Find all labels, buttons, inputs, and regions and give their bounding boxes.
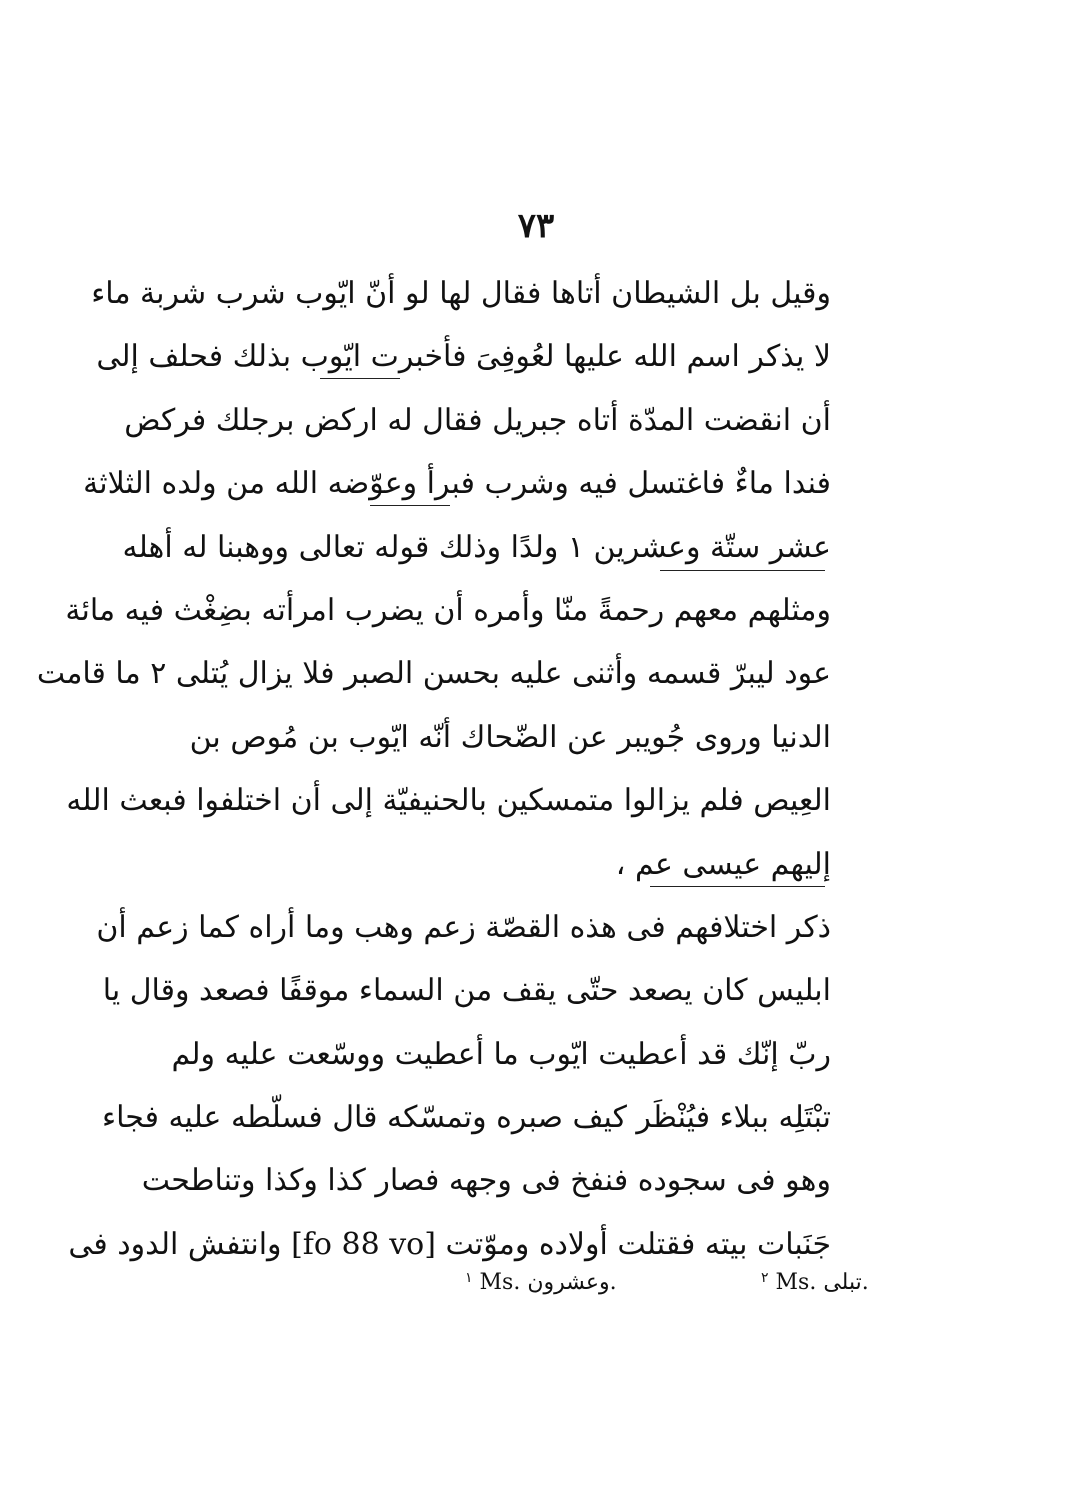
- text-line: ذكر اختلافهم فى هذه القصّة زعم وهب وما أراه كما زعم أن: [96, 909, 831, 945]
- footnote-text: Ms. تبلى.: [775, 1270, 869, 1295]
- text-line: تبْتَلِه ببلاء فيُنْظَر كيف صبره وتمسّكه قال فسلّطه عليه فجاء: [101, 1100, 831, 1136]
- text-line: الدنيا وروى جُويبر عن الضّحاك أنّه ايّوب بن مُوص بن: [189, 719, 831, 755]
- body-text: [36, 262, 831, 1276]
- text-line: عشر ستّة وعشرين ١ ولدًا وذلك قوله تعالى ووهبنا له أهله: [122, 529, 831, 565]
- footnote-mark: ١: [465, 1270, 473, 1286]
- text-line: ربّ إنّك قد أعطيت ايّوب ما أعطيت ووسّعت عليه ولم: [171, 1036, 831, 1072]
- footnote-mark: ٢: [761, 1270, 769, 1286]
- underline-rule: [660, 570, 825, 571]
- footnote-1: [465, 1270, 617, 1295]
- page-number: ٧٣: [517, 206, 555, 246]
- underline-rule: [370, 505, 450, 506]
- footnote-2: [761, 1270, 869, 1295]
- underline-rule: [650, 886, 825, 887]
- underline-rule: [320, 378, 400, 379]
- footnote-text: Ms. وعشرون.: [479, 1270, 617, 1295]
- text-line: ومثلهم معهم رحمةً منّا وأمره أن يضرب امرأته بضِغْث فيه مائة: [65, 592, 831, 628]
- text-line: عود ليبرّ قسمه وأثنى عليه بحسن الصبر فلا يزال يُتلى ٢ ما قامت: [36, 656, 831, 692]
- text-line: جَنَبات بيته فقتلت أولاده وموّتت [fo 88 vo] وانتفش الدود فى: [68, 1226, 831, 1262]
- text-line: ابليس كان يصعد حتّى يقف من السماء موقفًا فصعد وقال يا: [102, 973, 831, 1009]
- footnotes: [225, 1270, 869, 1310]
- text-line: لا يذكر اسم الله عليها لعُوفِىَ فأخبرت ايّوب بذلك فحلف إلى: [96, 339, 831, 375]
- text-line: إليهم عيسى عم ،: [615, 846, 831, 882]
- text-line: العِيص فلم يزالوا متمسكين بالحنيفيّة إلى أن اختلفوا فبعث الله: [66, 783, 831, 819]
- text-line: أن انقضت المدّة أتاه جبريل فقال له اركض برجلك فركض: [124, 402, 831, 438]
- text-line: وهو فى سجوده فنفخ فى وجهه فصار كذا وكذا وتناطحت: [141, 1163, 831, 1199]
- text-line: وقيل بل الشيطان أتاها فقال لها لو أنّ ايّوب شرب شربة ماء: [91, 276, 831, 311]
- text-line: فندا ماءٌ فاغتسل فيه وشرب فبرأ وعوّضه الله من ولده الثلاثة: [83, 466, 831, 502]
